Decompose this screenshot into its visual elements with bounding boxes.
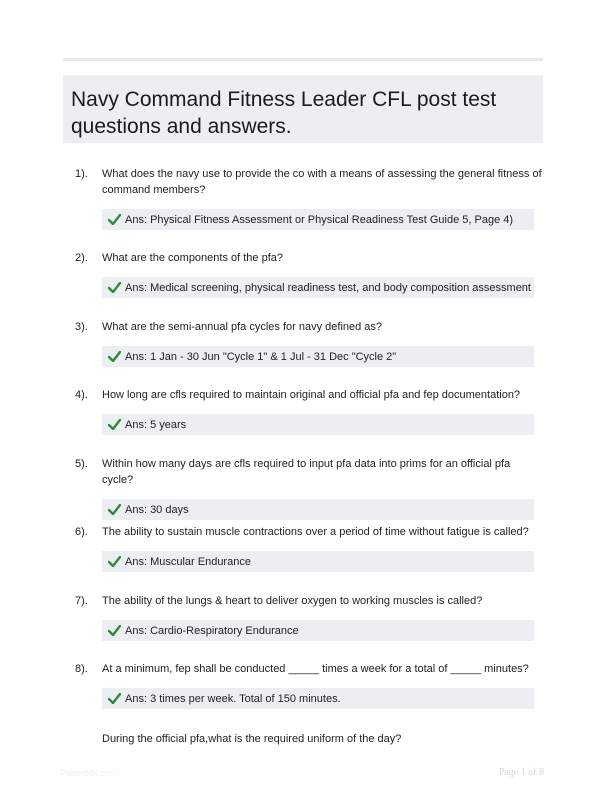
qa-item-1 xyxy=(63,166,542,230)
qa-item-5 xyxy=(63,456,542,520)
question-text: How long are cfls required to maintain original and official pfa and fep documentation? xyxy=(102,389,521,401)
question-number: 4). xyxy=(75,389,88,401)
check-icon xyxy=(108,419,121,430)
answer-box xyxy=(102,277,534,298)
question-number: 3). xyxy=(75,321,88,333)
answer-box xyxy=(102,209,534,230)
answer-box xyxy=(102,346,534,367)
answer-box xyxy=(102,499,534,520)
check-icon xyxy=(108,351,121,362)
question-text: Within how many days are cfls required to input pfa data into prims for an official pfa cycle? xyxy=(102,458,511,486)
footer-watermark: Paperbibl.com xyxy=(60,768,118,778)
question-text: The ability of the lungs & heart to deliver oxygen to working muscles is called? xyxy=(102,595,483,607)
answer-text: Ans: 1 Jan - 30 Jun "Cycle 1" & 1 Jul - 31 Dec "Cycle 2" xyxy=(125,350,397,363)
qa-item-3 xyxy=(63,319,542,367)
qa-item-7 xyxy=(63,593,542,641)
question-text: During the official pfa,what is the required uniform of the day? xyxy=(102,733,402,745)
answer-text: Ans: Cardio-Respiratory Endurance xyxy=(125,624,299,637)
check-icon xyxy=(108,693,121,704)
question-text: The ability to sustain muscle contractions over a period of time without fatigue is called? xyxy=(102,526,529,538)
qa-item-9 xyxy=(63,731,542,747)
check-icon xyxy=(108,282,121,293)
answer-box xyxy=(102,551,534,572)
check-icon xyxy=(108,556,121,567)
question-number: 7). xyxy=(75,595,88,607)
question-text: What are the components of the pfa? xyxy=(102,252,284,264)
question-text: What are the semi-annual pfa cycles for navy defined as? xyxy=(102,321,383,333)
answer-box xyxy=(102,688,534,709)
answer-text: Ans: Physical Fitness Assessment or Physical Readiness Test Guide 5, Page 4) xyxy=(125,213,514,226)
question-number: 2). xyxy=(75,252,88,264)
answer-box xyxy=(102,414,534,435)
answer-text: Ans: Medical screening, physical readiness test, and body composition assessment xyxy=(125,281,531,294)
page-number: Page 1 of 8 xyxy=(498,767,544,778)
answer-text: Ans: 30 days xyxy=(125,503,189,516)
question-number: 1). xyxy=(75,168,88,180)
question-text: At a minimum, fep shall be conducted _____ times a week for a total of _____ minutes? xyxy=(102,663,529,675)
question-number: 6). xyxy=(75,526,88,538)
qa-item-2 xyxy=(63,250,542,298)
qa-item-8 xyxy=(63,661,542,709)
qa-item-6 xyxy=(63,524,542,572)
answer-text: Ans: 3 times per week. Total of 150 minutes. xyxy=(125,692,341,705)
question-number: 8). xyxy=(75,663,88,675)
qa-item-4 xyxy=(63,387,542,435)
top-rule xyxy=(63,58,543,61)
question-text: What does the navy use to provide the co with a means of assessing the general fitness of command members? xyxy=(102,168,542,196)
check-icon xyxy=(108,504,121,515)
check-icon xyxy=(108,625,121,636)
answer-box xyxy=(102,620,534,641)
check-icon xyxy=(108,214,121,225)
answer-text: Ans: Muscular Endurance xyxy=(125,555,251,568)
title-box xyxy=(63,75,543,143)
question-number: 5). xyxy=(75,458,88,470)
page-title: Navy Command Fitness Leader CFL post test questions and answers. xyxy=(71,88,497,138)
answer-text: Ans: 5 years xyxy=(125,418,187,431)
